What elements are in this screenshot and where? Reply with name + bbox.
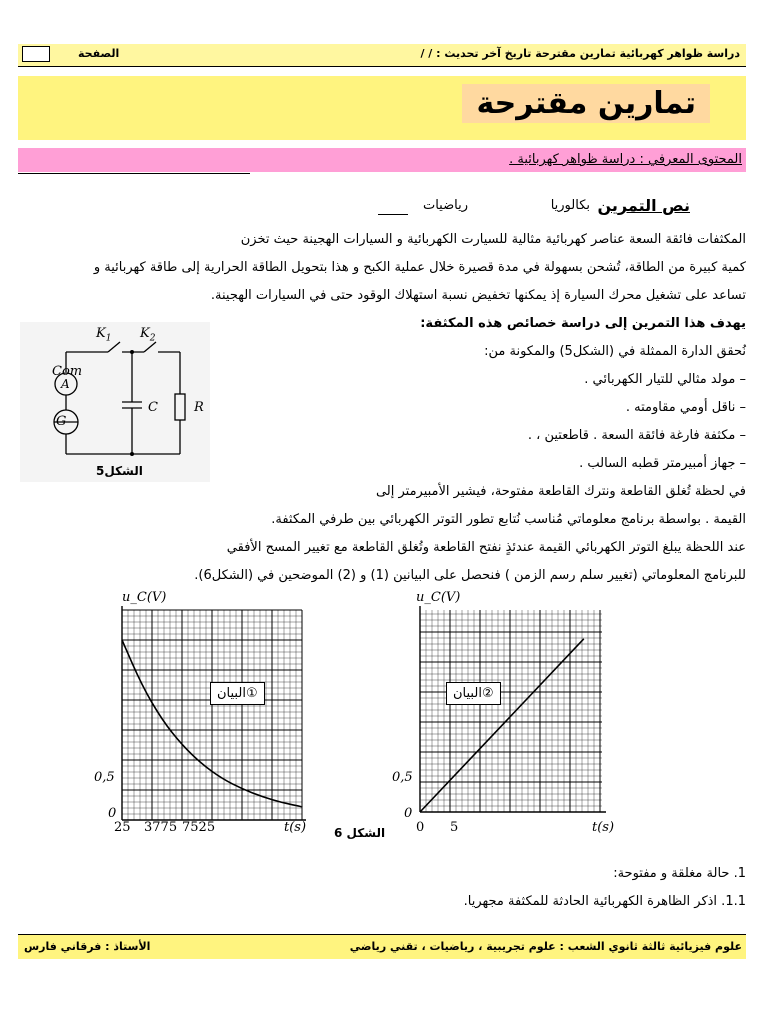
component-resistor: – ناقل أومي مقاومته . [625, 400, 746, 415]
goal-line: يهدف هذا التمرين إلى دراسة خصائص هذه المكثفة: [420, 316, 746, 331]
com-label: Com [52, 364, 83, 379]
graph2-xlabel: t(s) [592, 820, 615, 835]
component-ammeter: – جهاز أمبيرمتر قطبه السالب . [579, 456, 746, 471]
paragraph-line-6: في لحظة تُغلق القاطعة ونترك القاطعة مفتوحة، فيشير الأمبيرمتر إلى [375, 484, 746, 499]
component-generator: – مولد مثالي للتيار الكهربائي . [584, 372, 746, 387]
graph1-ylabel: u_C(V) [122, 590, 167, 605]
paragraph-line-8: عند اللحظة يبلغ التوتر الكهربائي القيمة عندئذٍ نفتح القاطعة وتُغلق القاطعة مع تغيير المسح الأفقي [226, 540, 746, 555]
tag-underline [378, 214, 408, 215]
page-label: الصفحة [78, 47, 120, 60]
component-capacitor: – مكثفة فارغة فائقة السعة . قاطعتين ، . [527, 428, 746, 443]
tag-bac: بكالوريا [550, 198, 590, 213]
switch-k1-label: $K_1$ [96, 326, 112, 344]
page-title: تمارين مقترحة [462, 84, 710, 123]
graph1-xtick-2: 3775 [144, 820, 178, 835]
content-bar [18, 148, 746, 172]
graph1-ytick-0: 0 [108, 806, 117, 821]
graph2-legend: البيان② [446, 682, 501, 705]
resistor-label: R [194, 400, 204, 415]
header-bar [18, 44, 746, 67]
paragraph-line-7: القيمة . بواسطة برنامج معلوماتي مُناسب نُتابع تطور التوتر الكهربائي بين طرفي المكثفة. [271, 512, 746, 527]
footer-teacher: الأستاذ : فرقاني فارس [24, 940, 151, 953]
paragraph-line-3: تساعد على تشغيل محرك السيارة إذ يمكنها تخفيض نسبة استهلاك الوقود حتى في السيارات الهجينة. [210, 288, 746, 303]
graph2-ytick-05: 0,5 [392, 770, 413, 785]
graph2-ytick-0: 0 [404, 806, 413, 821]
switch-k2-label: $K_2$ [140, 326, 156, 344]
exercise-heading [597, 196, 690, 215]
paragraph-line-9: للبرنامج المعلوماتي (تغيير سلم رسم الزمن ) فنحصل على البيانين (1) و (2) الموضحين في (الشكل6). [194, 568, 746, 583]
exercise-heading-text: نص التمرين [597, 196, 690, 215]
figure6-caption: الشكل 6 [334, 826, 386, 840]
graph1-legend: البيان① [210, 682, 265, 705]
paragraph-line-1: المكثفات فائقة السعة عناصر كهربائية مثالية للسيارت الكهربائية و السيارات الهجينة حيث تخزن [240, 232, 746, 247]
graph2-plot [418, 606, 606, 814]
graph2-xtick-0: 0 [416, 820, 425, 835]
graph2-ylabel: u_C(V) [416, 590, 461, 605]
footer-subject: علوم فيزيائية ثالثة ثانوي الشعب : علوم تجريبية ، رياضيات ، تقني رياضي [349, 940, 742, 953]
page-number-box [22, 46, 50, 62]
question-1-1: 1.1. اذكر الظاهرة الكهربائية الحادثة للمكثفة مجهريا. [463, 894, 746, 909]
header-text: دراسة ظواهر كهربائية تمارين مقترحة تاريخ آخر تحديث : / / [420, 47, 740, 60]
graph1-plot [120, 606, 306, 822]
capacitor-label: C [148, 400, 158, 415]
circuit-intro: نُحقق الدارة الممثلة في (الشكل5) والمكونة من: [484, 344, 746, 359]
circuit-diagram [20, 322, 210, 482]
graph1-xtick-1: 25 [114, 820, 131, 835]
tag-math: رياضيات [422, 198, 468, 213]
footer-bar [18, 934, 746, 959]
question-1: 1. حالة مغلقة و مفتوحة: [613, 866, 746, 881]
graph1-xtick-3: 7525 [182, 820, 216, 835]
generator-label: G [56, 414, 67, 429]
data-series-line [420, 639, 584, 812]
graph1-xlabel: t(s) [284, 820, 307, 835]
content-underline [18, 173, 250, 174]
ammeter-label: A [61, 377, 70, 391]
graph2-xtick-5: 5 [450, 820, 459, 835]
paragraph-line-2: كمية كبيرة من الطاقة، تُشحن بسهولة في مدة قصيرة خلال عملية الكبح و هذا بتحويل الطاقة الحرارية إلى طاقة كهربائية و [93, 260, 746, 275]
title-band [18, 76, 746, 140]
content-text: المحتوى المعرفي : دراسة ظواهر كهربائية . [509, 152, 742, 167]
graph1-ytick-05: 0,5 [94, 770, 115, 785]
figure5-caption: الشكل5 [96, 464, 143, 478]
